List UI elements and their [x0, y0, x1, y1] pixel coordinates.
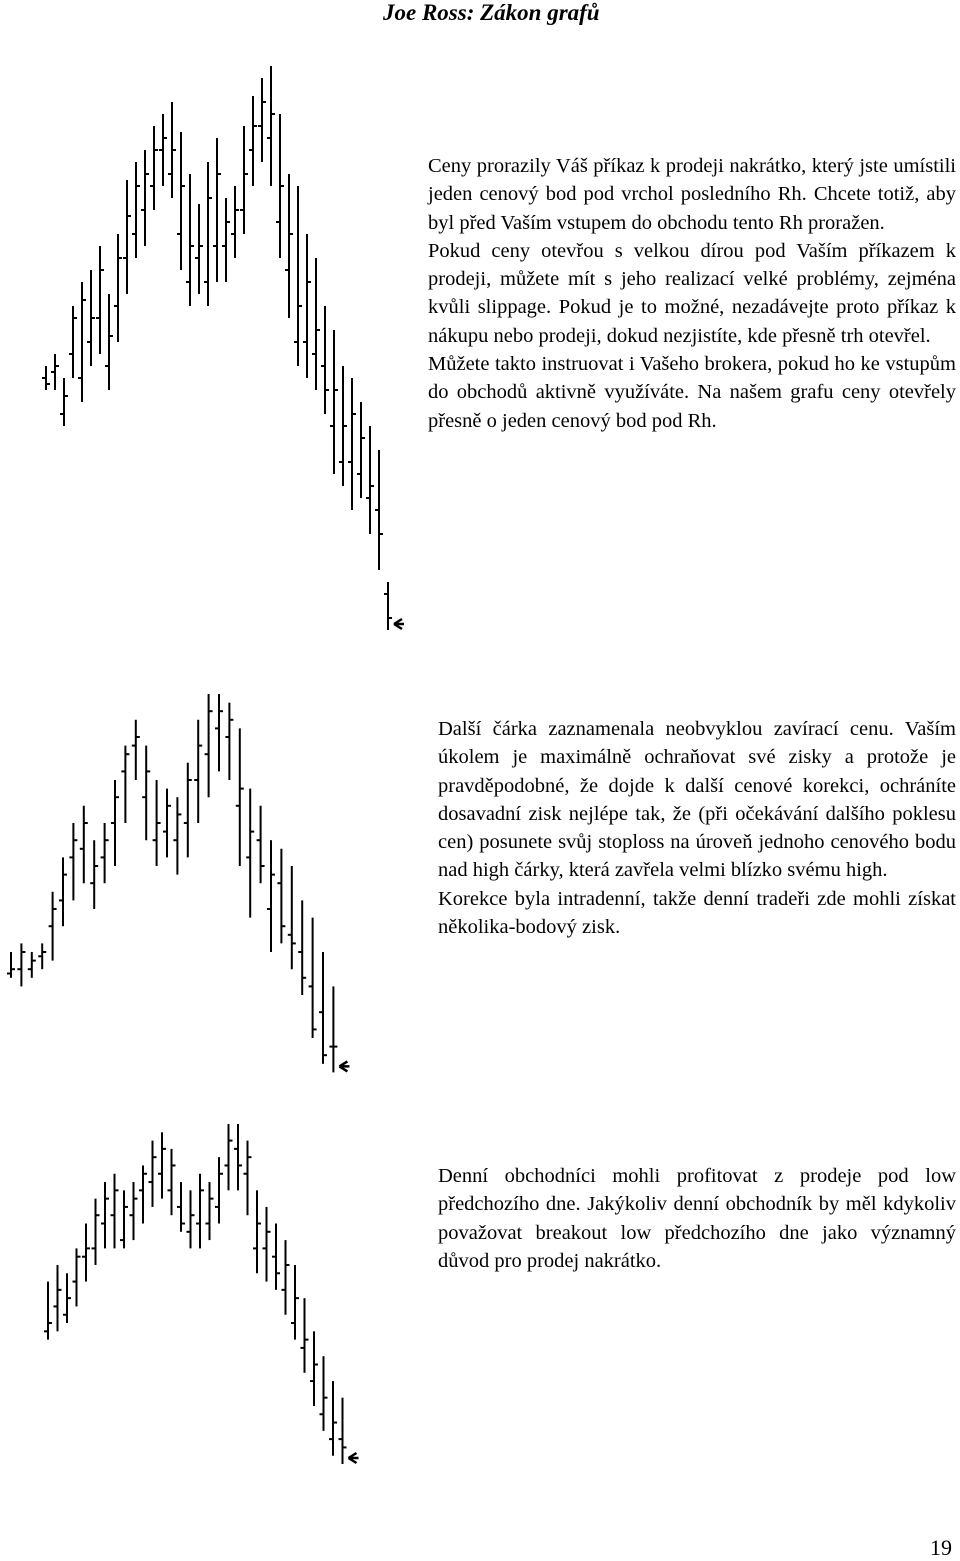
price-bar: [196, 1174, 204, 1249]
paragraph: Korekce byla intradenní, takže denní tradeři zde mohli získat několika-bodový zisk.: [438, 887, 956, 939]
price-bar: [258, 78, 266, 162]
price-bar: [153, 780, 161, 866]
price-bar: [92, 1199, 100, 1265]
price-bar: [194, 720, 202, 823]
price-bar: [225, 1124, 233, 1190]
price-bar: [246, 789, 254, 918]
price-bar: [105, 294, 113, 390]
price-bar: [114, 234, 122, 342]
price-bar: [204, 162, 212, 306]
price-bar: [234, 1124, 242, 1190]
price-bar: [320, 1356, 328, 1431]
page-number: 19: [930, 1535, 952, 1560]
price-bar: [236, 728, 244, 866]
price-bar: [240, 126, 248, 234]
price-bar: [206, 1182, 214, 1240]
price-bar: [132, 720, 140, 780]
price-bar: [60, 378, 68, 426]
price-bar: [205, 694, 213, 797]
price-bar: [277, 849, 285, 944]
price-bar: [54, 1265, 62, 1331]
price-bar: [142, 746, 150, 841]
price-bar: [310, 1331, 318, 1406]
price-bar: [42, 366, 50, 390]
price-bar: [187, 1190, 195, 1248]
price-bar: [141, 150, 149, 246]
price-bar: [159, 114, 167, 186]
price-bar-chart-2: [5, 688, 425, 1088]
price-bar: [90, 840, 98, 909]
price-bar: [339, 366, 347, 486]
price-bar: [329, 1381, 337, 1456]
price-bar: [249, 96, 257, 186]
price-bar: [82, 1224, 90, 1282]
price-bar: [120, 1190, 128, 1248]
price-bar: [186, 174, 194, 306]
price-bar: [51, 354, 59, 390]
entry-marker-icon: [394, 619, 404, 629]
price-bar: [291, 1265, 299, 1340]
price-bar: [215, 1157, 223, 1223]
price-bar: [231, 186, 239, 258]
price-bar: [44, 1282, 52, 1340]
price-bar: [158, 1132, 166, 1198]
price-bar: [282, 1240, 290, 1315]
price-bar: [73, 1248, 81, 1306]
price-bar: [121, 746, 129, 823]
price-bar: [319, 952, 327, 1064]
paragraph: Můžete takto instruovat i Vašeho brokera, pokud ho ke vstupům do obchodů aktivně využíváte. Na našem grafu ceny otevřely přesně o jeden cenový bod pod Rh.: [428, 353, 956, 432]
price-bar: [101, 823, 109, 883]
paragraph: Pokud ceny otevřou s velkou dírou pod Vaším příkazem k prodeji, můžete mít s jeho realizací velké problémy, zejména kvůli slippage. Pokud je to možné, nezadávejte proto příkaz k nákupu nebo prodeji, dokud nezjistíte, kde přesně trh otevřel.: [428, 239, 956, 347]
price-bar: [339, 1398, 347, 1464]
price-bar: [111, 780, 119, 866]
price-bar: [225, 703, 233, 780]
text-section-2: [438, 715, 956, 941]
price-bar: [294, 186, 302, 366]
price-bar: [130, 1182, 138, 1240]
price-bar: [301, 1298, 309, 1373]
price-bar: [173, 797, 181, 874]
price-bar: [263, 1207, 271, 1282]
price-bar: [87, 270, 95, 366]
price-bar: [49, 892, 57, 961]
price-bar: [59, 857, 67, 926]
paragraph: Denní obchodníci mohli profitovat z prodeje pod low předchozího dne. Jakýkoliv denní obchodník by měl kdykoliv považovat breakout low předchozího dne jako významný důvod pro prodej nakrátko.: [438, 1165, 956, 1272]
price-bar: [298, 900, 306, 995]
paragraph: Ceny prorazily Váš příkaz k prodeji nakrátko, který jste umístili jeden cenový bod pod vrchol posledního Rh. Chcete totiž, aby byl před Vaším vstupem do obchodu tento Rh proražen.: [428, 155, 956, 234]
page-header: Joe Ross: Zákon grafů: [383, 0, 600, 25]
price-bar: [195, 204, 203, 294]
price-bar: [309, 918, 317, 1038]
price-bar: [267, 840, 275, 952]
price-bar: [321, 306, 329, 414]
price-bar: [69, 306, 77, 378]
price-bar: [184, 763, 192, 858]
price-bar: [111, 1174, 119, 1249]
price-bar: [348, 378, 356, 510]
price-bar: [163, 789, 171, 858]
price-bar: [285, 174, 293, 318]
price-bar: [63, 1273, 71, 1323]
price-bar: [149, 1141, 157, 1207]
price-bar-chart-1: [40, 60, 410, 660]
entry-marker-icon: [349, 1453, 359, 1463]
price-bar: [253, 1190, 261, 1273]
price-bar: [276, 114, 284, 258]
price-bar: [288, 866, 296, 969]
price-bar: [96, 246, 104, 354]
price-bar: [303, 234, 311, 378]
price-bar: [213, 138, 221, 282]
price-bar: [123, 180, 131, 294]
price-bar: [215, 694, 223, 771]
price-bar: [168, 1149, 176, 1215]
paragraph: Další čárka zaznamenala neobvyklou zavírací cenu. Vaším úkolem je maximálně ochraňovat své zisky a protože je pravděpodobné, že dojde k další cenové korekci, ochráníte dosavadní zisk nejlépe tak, že (při očekávání dalšího poklesu cen) posunete svůj stoploss na úroveň jednoho cenového bodu nad high čárky, která zavřela velmi blízko svému high.: [438, 718, 956, 882]
price-bar: [330, 330, 338, 474]
price-bar: [272, 1224, 280, 1290]
price-bar: [80, 806, 88, 883]
price-bar: [78, 282, 86, 402]
price-bar: [312, 258, 320, 390]
entry-marker-icon: [339, 1061, 349, 1071]
price-bar: [384, 582, 392, 630]
price-bar-chart-3: [44, 1118, 424, 1478]
price-bar: [17, 943, 25, 986]
price-bar: [357, 402, 365, 498]
price-bar: [28, 952, 36, 978]
price-bar: [375, 450, 383, 570]
price-bar: [244, 1141, 252, 1216]
price-bar: [101, 1182, 109, 1248]
price-bar: [222, 198, 230, 282]
price-bar: [168, 102, 176, 198]
price-bar: [177, 132, 185, 270]
price-bar: [132, 162, 140, 258]
price-bar: [329, 986, 337, 1072]
price-bar: [69, 823, 77, 900]
text-section-3: [438, 1162, 956, 1275]
price-bar: [38, 943, 46, 969]
price-bar: [257, 806, 265, 883]
price-bar: [139, 1165, 147, 1223]
text-section-1: [428, 152, 956, 435]
price-bar: [366, 426, 374, 534]
price-bar: [7, 952, 15, 978]
price-bar: [150, 126, 158, 210]
price-bar: [177, 1182, 185, 1232]
price-bar: [267, 66, 275, 186]
